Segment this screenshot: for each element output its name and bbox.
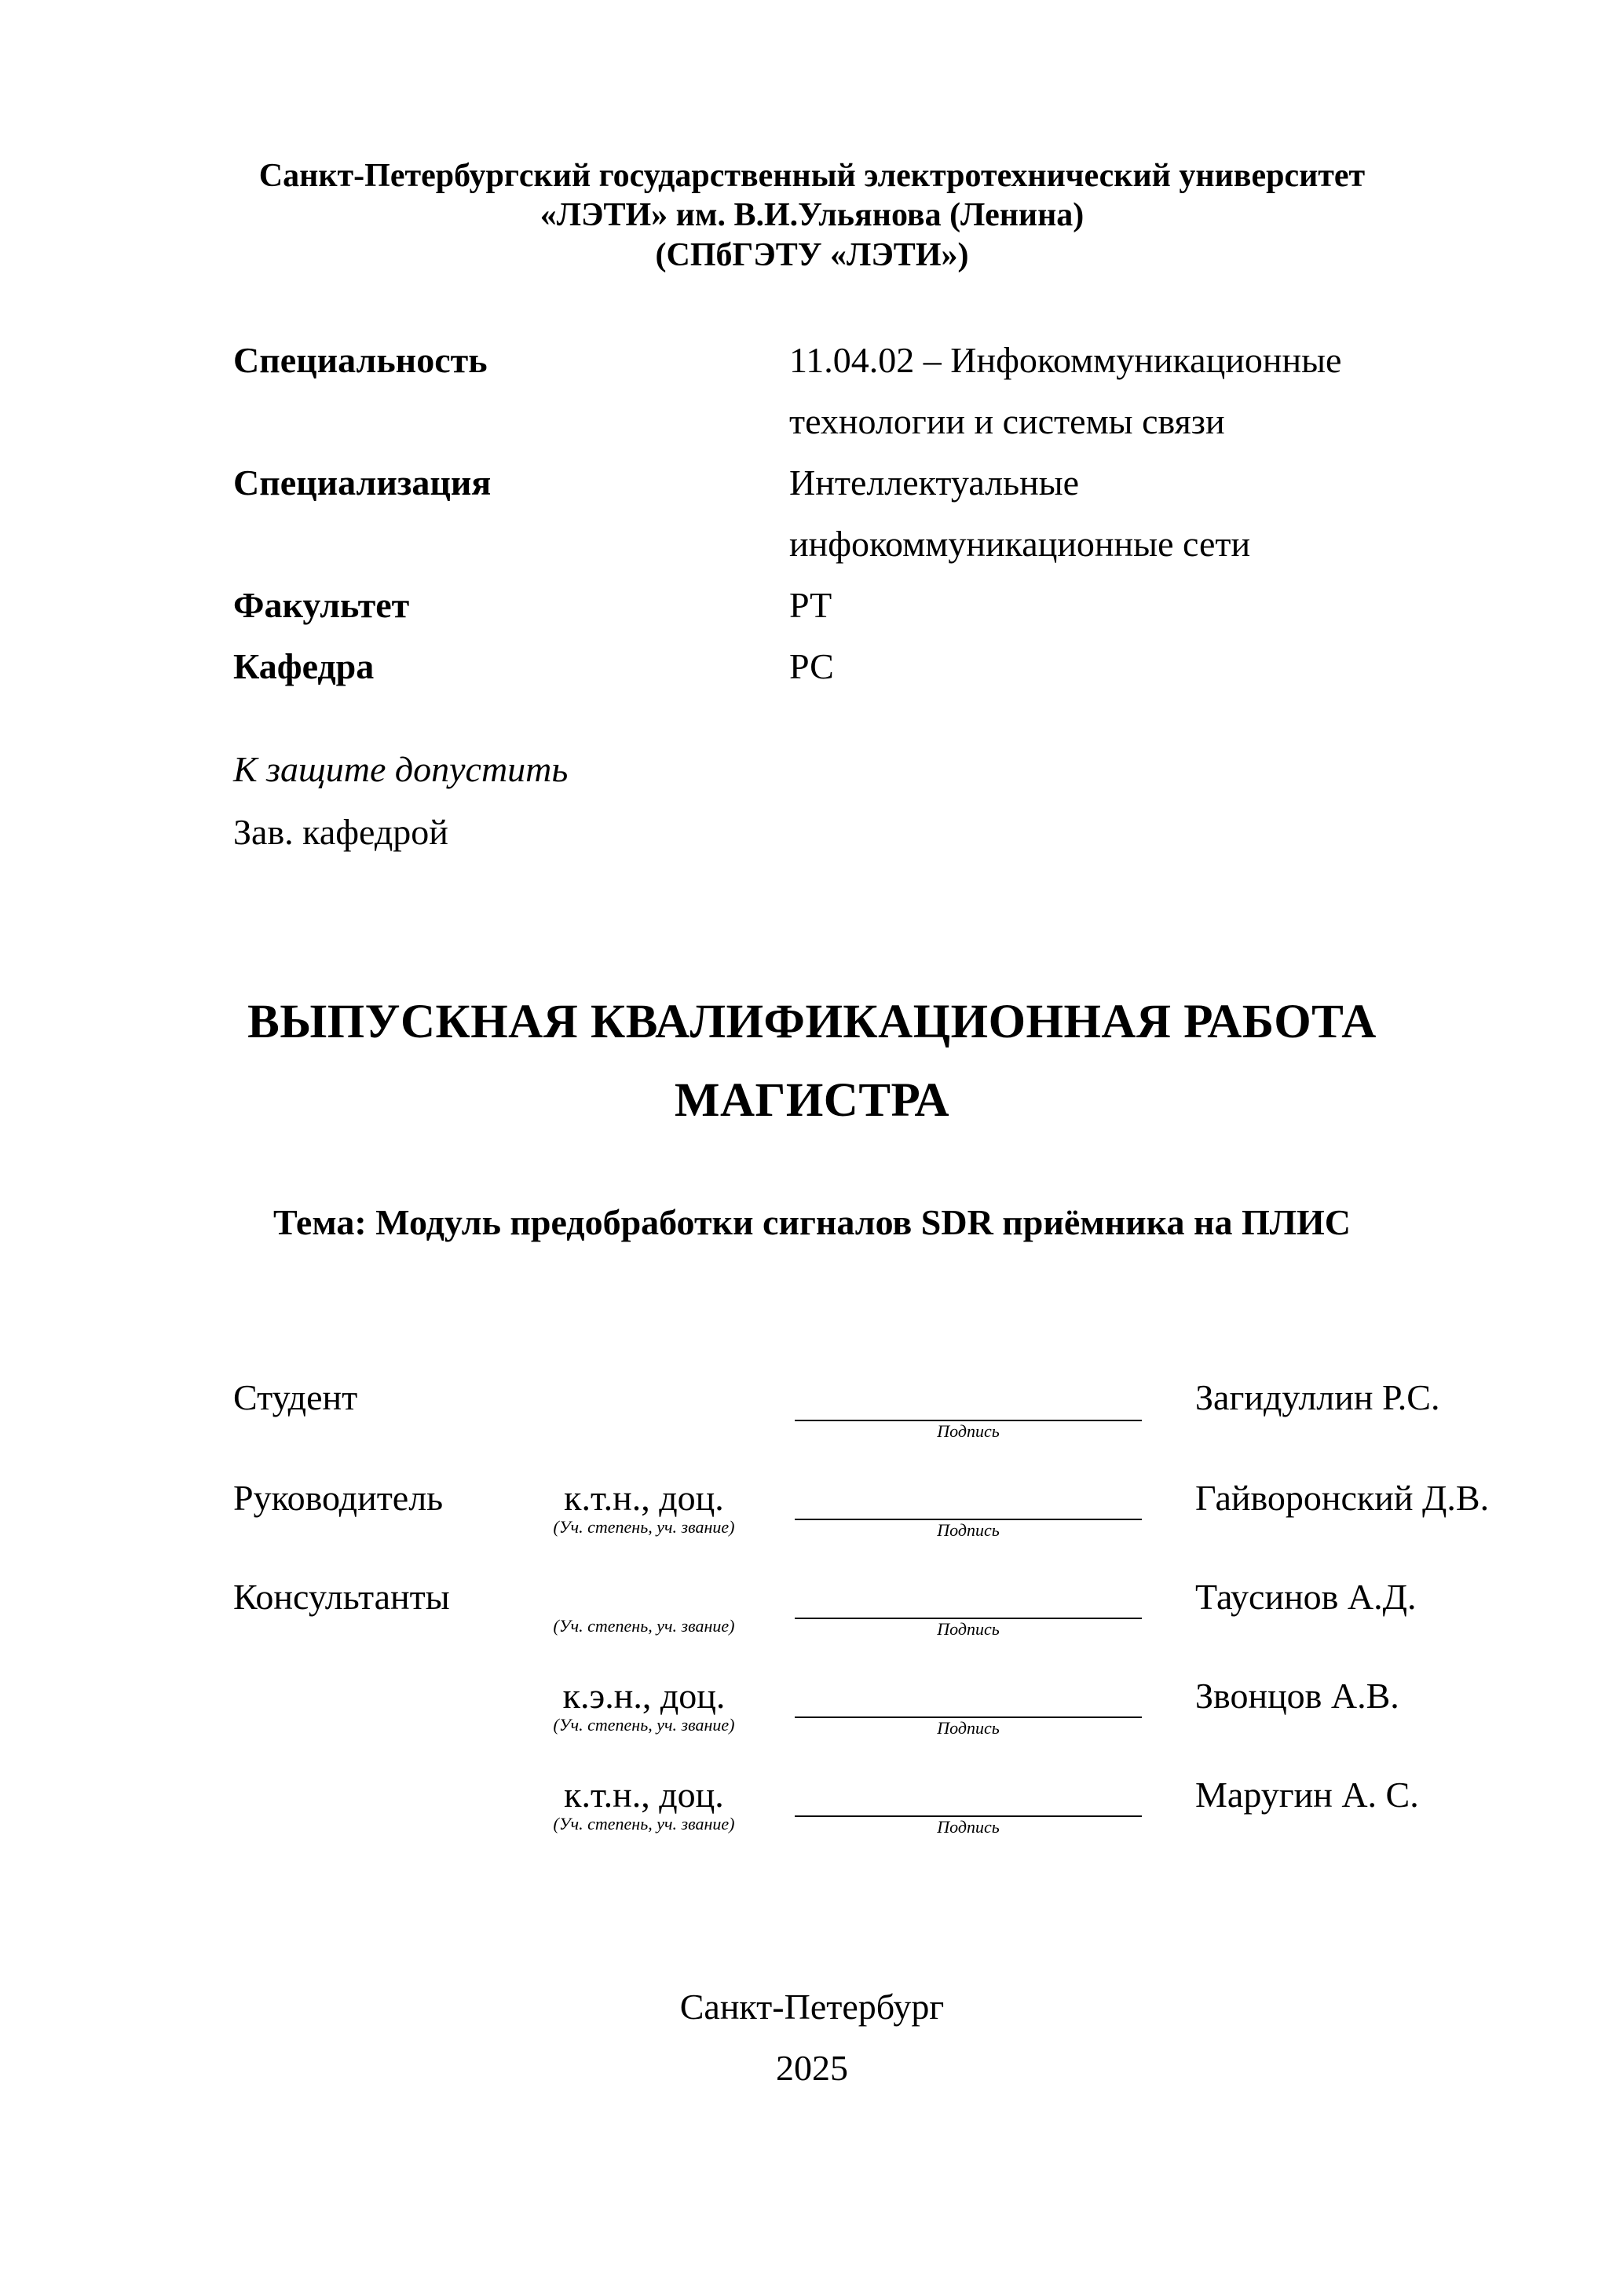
specialization-label: Специализация xyxy=(233,462,492,503)
signatory-name: Гайворонский Д.В. xyxy=(1195,1478,1490,1518)
thesis-topic: Тема: Модуль предобработки сигналов SDR приёмника на ПЛИС xyxy=(272,1202,1352,1242)
academic-degree: к.э.н., доц. xyxy=(562,1676,726,1716)
degree-caption: (Уч. степень, уч. звание) xyxy=(553,1517,735,1537)
signature-caption: Подпись xyxy=(937,1817,1000,1837)
signatory-name: Звонцов А.В. xyxy=(1195,1676,1399,1716)
signature-caption: Подпись xyxy=(937,1421,1000,1441)
signatory-name: Маругин А. С. xyxy=(1195,1775,1419,1815)
signature-role-supervisor: Руководитель xyxy=(233,1478,444,1518)
document-title-line-1: ВЫПУСКНАЯ КВАЛИФИКАЦИОННАЯ РАБОТА xyxy=(247,996,1377,1048)
signature-role-consultants: Консультанты xyxy=(233,1577,450,1617)
university-short-name: «ЛЭТИ» им. В.И.Ульянова (Ленина) xyxy=(540,197,1084,233)
university-name: Санкт-Петербургский государственный электротехнический университет xyxy=(258,158,1366,194)
department-value: РС xyxy=(789,646,834,686)
specialization-value-line-1: Интеллектуальные xyxy=(789,462,1080,503)
university-abbreviation: (СПбГЭТУ «ЛЭТИ») xyxy=(655,237,969,273)
faculty-value: РТ xyxy=(789,585,832,625)
degree-caption: (Уч. степень, уч. звание) xyxy=(553,1814,735,1834)
degree-caption: (Уч. степень, уч. звание) xyxy=(553,1616,735,1636)
signature-caption: Подпись xyxy=(937,1520,1000,1540)
academic-degree: к.т.н., доц. xyxy=(564,1775,724,1815)
specialty-label: Специальность xyxy=(233,340,488,380)
document-title-line-2: МАГИСТРА xyxy=(674,1074,950,1127)
signatory-name: Загидуллин Р.С. xyxy=(1195,1377,1440,1417)
signatory-name: Таусинов А.Д. xyxy=(1195,1577,1417,1617)
head-of-department-label: Зав. кафедрой xyxy=(233,812,448,852)
footer-city: Санкт-Петербург xyxy=(679,1987,945,2027)
degree-caption: (Уч. степень, уч. звание) xyxy=(553,1715,735,1735)
academic-degree: к.т.н., доц. xyxy=(564,1478,724,1518)
admission-note: К защите допустить xyxy=(233,749,569,789)
department-label: Кафедра xyxy=(233,646,375,686)
specialization-value-line-2: инфокоммуникационные сети xyxy=(789,524,1251,564)
signature-role-student: Студент xyxy=(233,1377,358,1417)
specialty-value-line-1: 11.04.02 – Инфокоммуникационные xyxy=(789,340,1342,380)
signature-caption: Подпись xyxy=(937,1718,1000,1738)
faculty-label: Факультет xyxy=(233,585,410,625)
specialty-value-line-2: технологии и системы связи xyxy=(789,401,1225,441)
signature-caption: Подпись xyxy=(937,1619,1000,1639)
footer-year: 2025 xyxy=(776,2048,848,2088)
